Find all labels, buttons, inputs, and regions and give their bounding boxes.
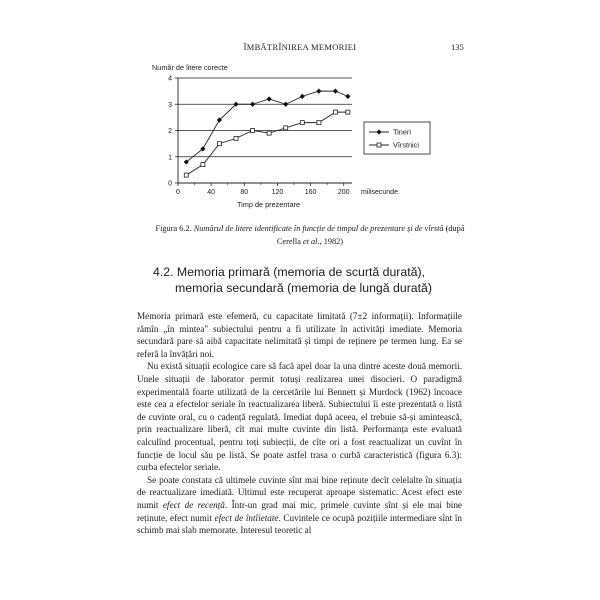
data-point-virstnici (217, 142, 221, 146)
x-tick-label-160: 160 (304, 189, 317, 196)
data-point-virstnici (317, 121, 321, 125)
data-point-tineri (316, 89, 321, 94)
data-point-virstnici (267, 131, 271, 135)
section-heading (153, 264, 473, 296)
y-tick-label-2: 2 (168, 128, 172, 135)
x-tick-label-40: 40 (207, 189, 216, 196)
data-point-tineri (250, 102, 255, 107)
paragraph-3-part-c: . Într-un grad mai mic, primele cuvinte sînt și ele mai bine reținute, efect numit (137, 499, 463, 523)
data-point-tineri (283, 102, 288, 107)
term-recency-effect: efect de recență (162, 499, 225, 510)
caption-title: Numărul de litere identificate în funcție de timpul de prezentare și de vîrstă (193, 224, 444, 233)
x-tick-label-120: 120 (271, 189, 284, 196)
data-point-tineri (345, 94, 350, 99)
legend-marker-virstnici (377, 143, 381, 147)
legend-label-tineri: Tineri (393, 127, 411, 137)
paragraph-3-part-e: . Cuvintele ce ocupă pozițiile intermediare sînt în schimb mai slab memorate. Interesul teoretic al (137, 512, 462, 536)
data-point-virstnici (333, 110, 337, 114)
y-tick-label-0: 0 (168, 180, 172, 188)
x-tick-label-0: 0 (176, 189, 180, 196)
paragraph-3-part-a: Se poate constata că ultimele cuvinte sînt mai bine reținute decît celelalte în situația de reactualizare imediată. Ultimul este recuperat aproape sistematic. Acest efect este numit (137, 474, 462, 510)
data-point-virstnici (234, 136, 238, 140)
data-point-virstnici (300, 121, 304, 125)
data-point-tineri (267, 96, 272, 101)
caption-citation-before: (după Cerella (276, 224, 465, 246)
caption-citation-after: , 1982) (319, 236, 344, 246)
x-tick-label-200: 200 (337, 189, 350, 196)
data-point-virstnici (284, 126, 288, 130)
legend-label-vîrstnici: Vîrstnici (393, 140, 419, 150)
data-point-tineri (333, 89, 338, 94)
y-tick-label-1: 1 (168, 154, 172, 162)
y-tick-label-4: 4 (168, 75, 172, 83)
x-axis-label: Timp de prezentare (237, 200, 300, 209)
data-point-virstnici (251, 129, 255, 133)
term-primacy-effect: efect de întîietate (214, 512, 279, 523)
data-point-virstnici (184, 173, 188, 177)
data-point-virstnici (201, 163, 205, 167)
y-tick-label-3: 3 (168, 101, 172, 109)
data-point-virstnici (346, 110, 350, 114)
section-title-line1: 4.2. Memoria primară (memoria de scurtă durată), (153, 265, 425, 279)
line-chart (150, 60, 450, 220)
figure-caption (150, 223, 470, 248)
page-number: 135 (451, 42, 464, 52)
x-unit-label: milisecunde (361, 189, 398, 196)
caption-label: Figura 6.2. (155, 224, 192, 233)
section-title-line2: memoria secundară (memoria de lungă durată) (175, 281, 432, 295)
paragraph-2: Nu există situații ecologice care să facă apel doar la una dintre aceste două memorii. Unele situații de laborator permit totuși realizarea unei disocieri. O paradigmă experimentală foarte utilizată de la cercetările lui Bennett și Murdock (1962) încoace este cea a efectelor seriale în reactualizarea liberă. Subiectului îi este prezentată o listă de cuvinte oral, cu o cadență regulată. Imediat după aceea, el trebuie să-și amintească, prin reactualizare liberă, cît mai multe cuvinte din listă. Performanța este evaluată calculînd procentual, pentru toți subiecții, de cîte ori a fost reactualizat un cuvînt în funcție de locul său pe listă. Se poate astfel trasa o curbă caracteristică (figura 6.3): curba efectelor seriale. (137, 361, 462, 473)
paragraph-3 (137, 474, 462, 537)
body-text (137, 310, 462, 537)
x-tick-label-80: 80 (240, 189, 249, 196)
running-title: ÎMBĂTRÎNIREA MEMORIEI (243, 42, 357, 52)
paragraph-1: Memoria primară este efemeră, cu capacitate limitată (7±2 informații). Informațiile rămîn „în mintea" subiectului pentru a fi utilizate în activități imediate. Memoria secundară pare să aibă capacitate nelimitată și timpi de reținere pe termen lung. Ea se referă la învățări noi. (137, 311, 462, 359)
series-line-tineri (186, 91, 348, 162)
data-point-tineri (300, 94, 305, 99)
caption-citation-etal: et al. (302, 236, 320, 246)
series-line-vîrstnici (186, 112, 348, 175)
y-axis-label: Număr de litere corecte (152, 63, 228, 72)
